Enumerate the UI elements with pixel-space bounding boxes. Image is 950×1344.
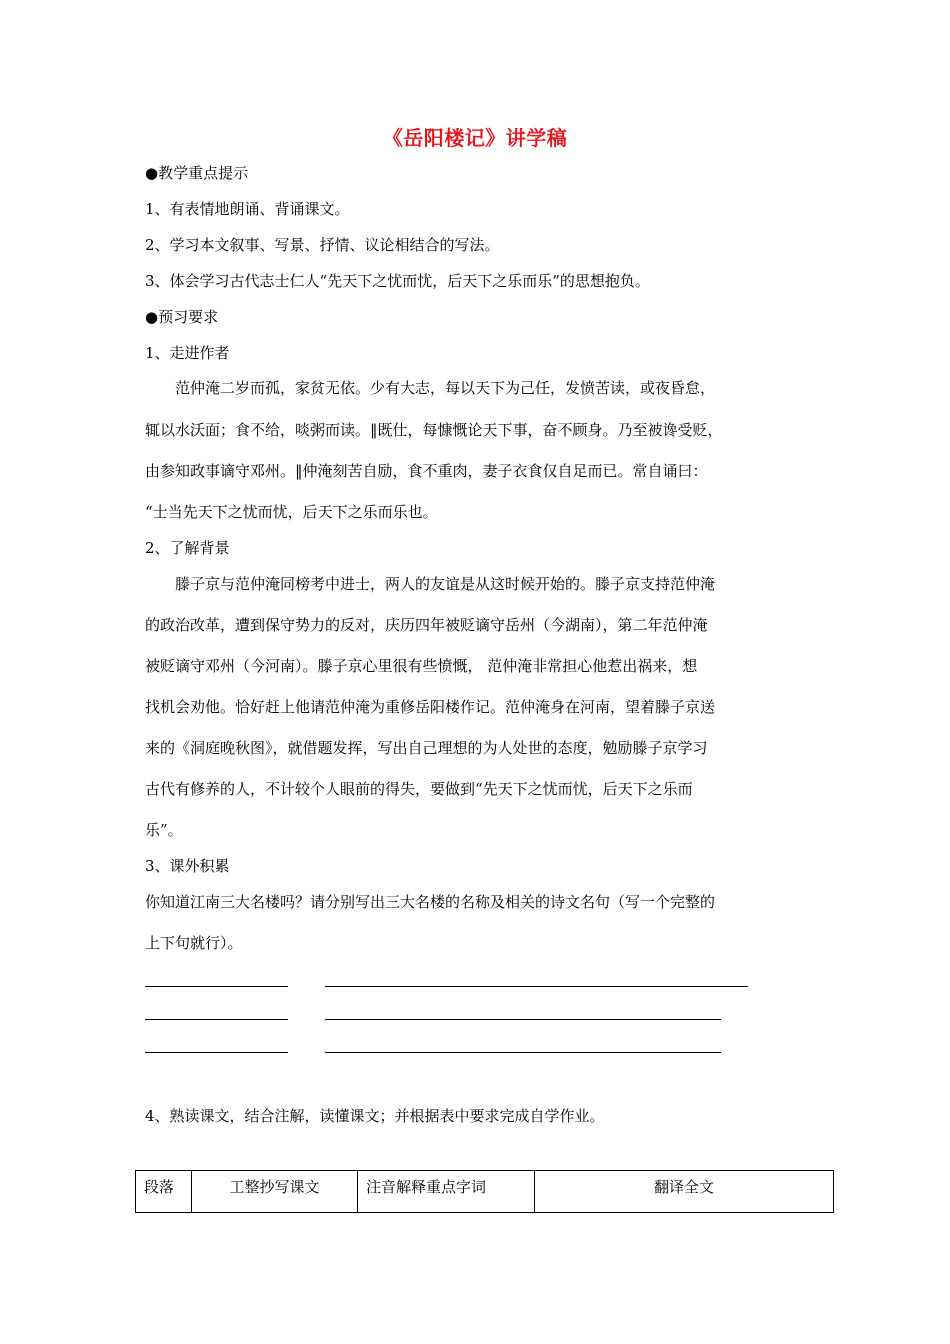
background-paragraph-line: 被贬谪守邓州（今河南）。滕子京心里很有些愤慨， 范仲淹非常担心他惹出祸来，想 xyxy=(145,657,698,675)
author-heading: 1、走进作者 xyxy=(145,344,230,362)
table-header-annotation: 注音解释重点字词 xyxy=(358,1171,535,1213)
background-paragraph-line: 来的《洞庭晚秋图》，就借题发挥，写出自己理想的为人处世的态度，勉励滕子京学习 xyxy=(145,739,708,757)
table-header-copy: 工整抄写课文 xyxy=(192,1171,358,1213)
background-heading: 2、了解背景 xyxy=(145,539,230,557)
background-paragraph-line: 滕子京与范仲淹同榜考中进士，两人的友谊是从这时候开始的。滕子京支持范仲淹 xyxy=(175,575,716,593)
author-paragraph-line: 范仲淹二岁而孤，家贫无依。少有大志，每以天下为己任，发愤苦读，或夜昏怠， xyxy=(175,379,716,397)
background-paragraph-line: 乐”。 xyxy=(145,821,183,839)
study-table xyxy=(135,1170,834,1213)
author-paragraph-line: 由参知政事谪守邓州。‖仲淹刻苦自励，食不重肉，妻子衣食仅自足而已。常自诵曰： xyxy=(145,462,708,480)
answer-blank-name[interactable] xyxy=(145,1052,288,1053)
preview-heading: ●预习要求 xyxy=(145,308,219,326)
focus-item-3: 3、体会学习古代志士仁人“先天下之忧而忧，后天下之乐而乐”的思想抱负。 xyxy=(145,272,650,290)
extra-question-line: 你知道江南三大名楼吗？请分别写出三大名楼的名称及相关的诗文名句（写一个完整的 xyxy=(145,893,716,911)
table-header-paragraph: 段落 xyxy=(136,1171,192,1213)
answer-blank-poem[interactable] xyxy=(325,1019,721,1020)
author-paragraph-line: “士当先天下之忧而忧，后天下之乐而乐也。 xyxy=(145,503,438,521)
background-paragraph-line: 找机会劝他。恰好赶上他请范仲淹为重修岳阳楼作记。范仲淹身在河南，望着滕子京送 xyxy=(145,698,716,716)
answer-blank-poem[interactable] xyxy=(325,986,748,987)
answer-blank-poem[interactable] xyxy=(325,1052,721,1053)
table-header-translation: 翻译全文 xyxy=(535,1171,834,1213)
author-paragraph-line: 辄以水沃面；食不给，啖粥而读。‖既仕，每慷慨论天下事，奋不顾身。乃至被谗受贬， xyxy=(145,421,723,439)
extra-question-line: 上下句就行）。 xyxy=(145,934,243,952)
background-paragraph-line: 古代有修养的人，不计较个人眼前的得失，要做到“先天下之忧而忧，后天下之乐而 xyxy=(145,780,693,798)
reading-task: 4、熟读课文，结合注解，读懂课文；并根据表中要求完成自学作业。 xyxy=(145,1107,605,1125)
background-paragraph-line: 的政治改革，遭到保守势力的反对，庆历四年被贬谪守岳州（今湖南），第二年范仲淹 xyxy=(145,616,708,634)
document-title: 《岳阳楼记》讲学稿 xyxy=(382,126,568,150)
focus-item-2: 2、学习本文叙事、写景、抒情、议论相结合的写法。 xyxy=(145,236,500,254)
focus-item-1: 1、有表情地朗诵、背诵课文。 xyxy=(145,200,350,218)
extra-heading: 3、课外积累 xyxy=(145,857,230,875)
focus-heading: ●教学重点提示 xyxy=(145,164,249,182)
answer-blank-name[interactable] xyxy=(145,1019,288,1020)
table-header-row xyxy=(136,1171,834,1213)
answer-blank-name[interactable] xyxy=(145,986,288,987)
